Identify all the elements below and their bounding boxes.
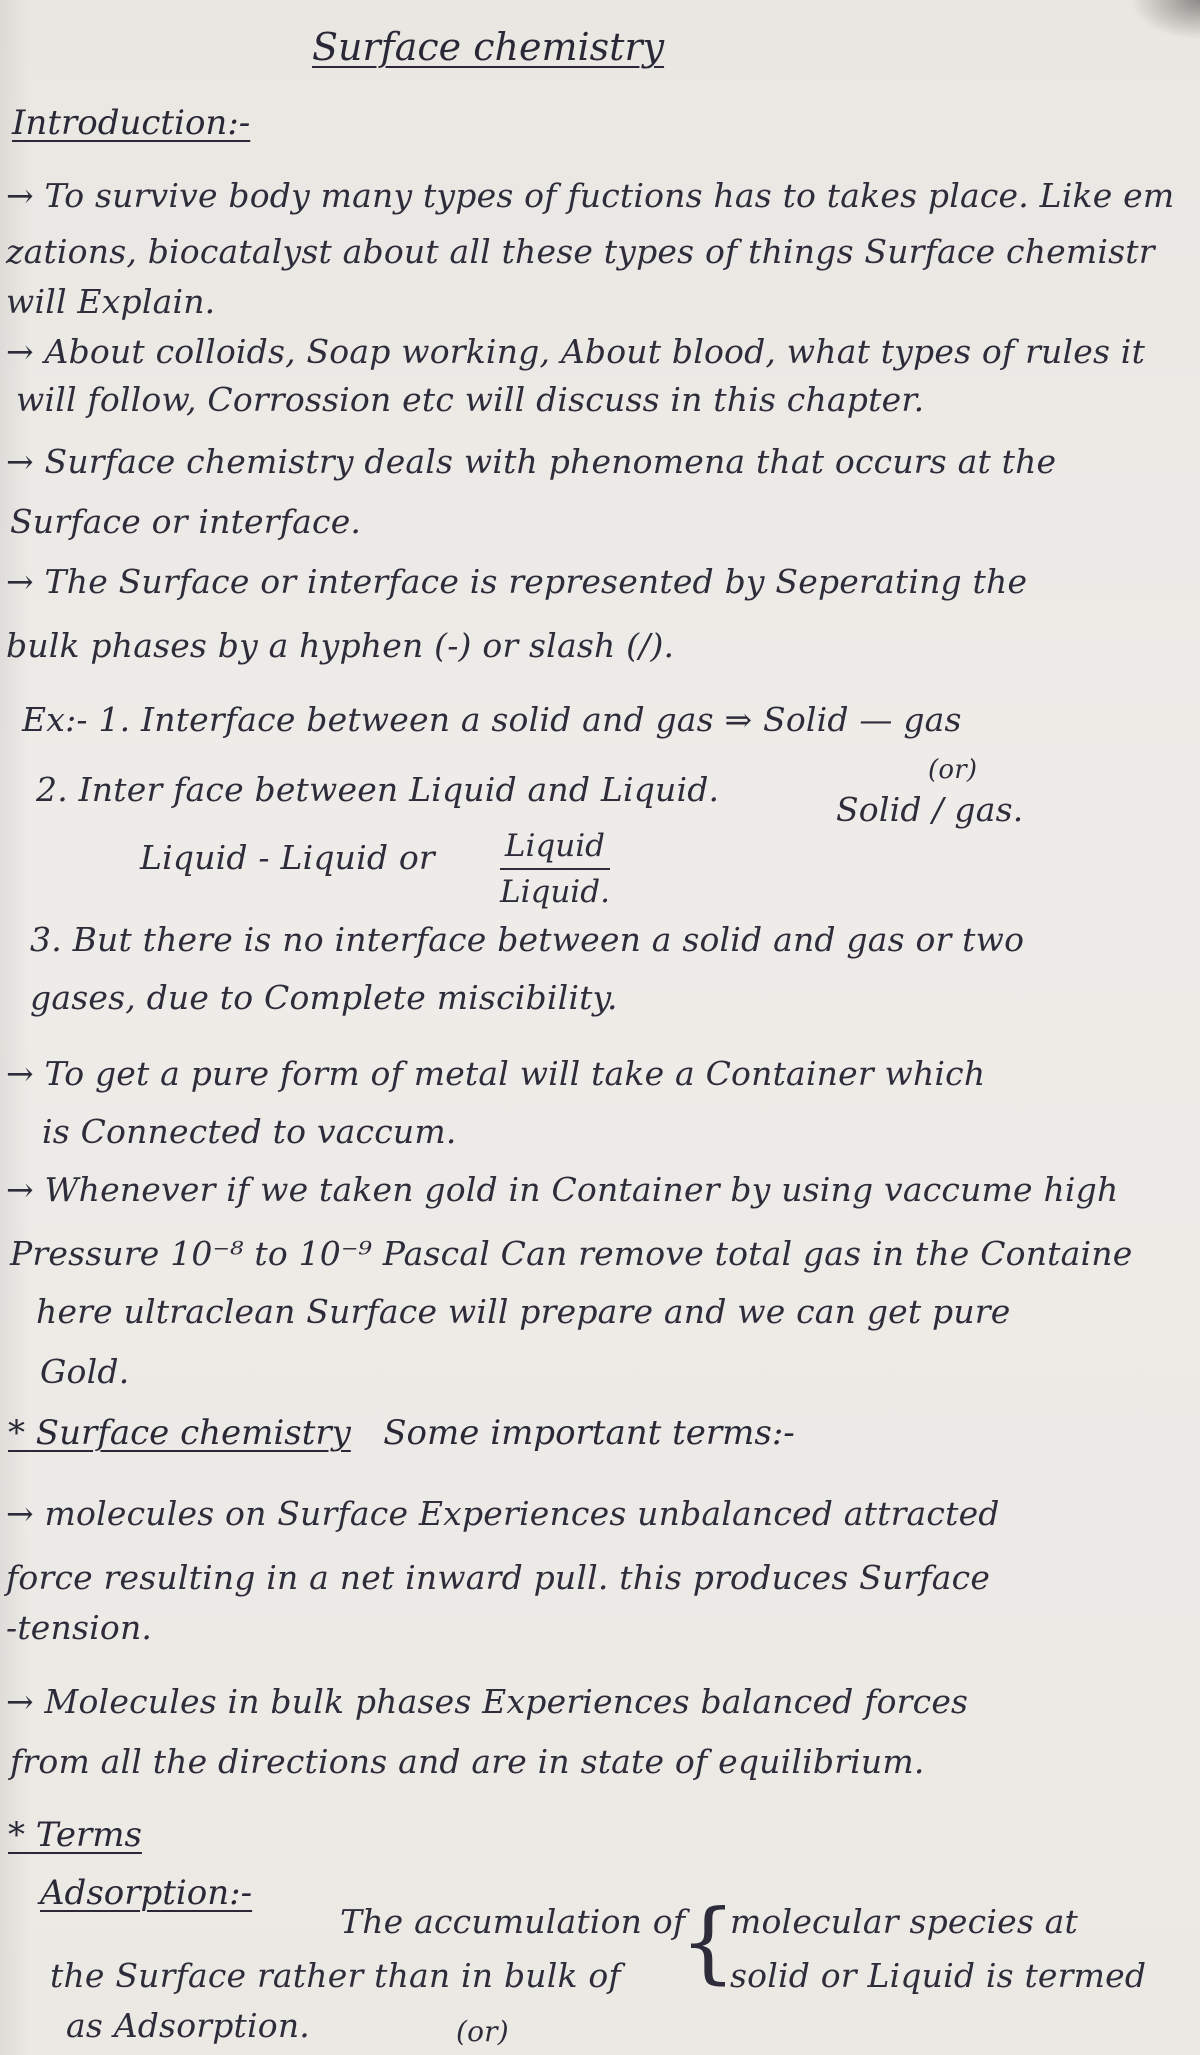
adsorption-line-3a: as Adsorption.: [66, 2006, 310, 2045]
title-text: Surface chemistry: [312, 25, 665, 69]
terms2-heading: * Terms: [8, 1815, 142, 1855]
note-line-17: → Whenever if we taken gold in Container by using vaccume high: [6, 1170, 1119, 1209]
example-line-2: 2. Inter face between Liquid and Liquid.: [36, 770, 720, 809]
fraction-denominator: Liquid.: [500, 874, 610, 910]
corner-smudge: [1130, 0, 1200, 40]
note-line-16: is Connected to vaccum.: [42, 1112, 457, 1151]
curly-brace: {: [680, 1890, 736, 1993]
note-line-15: → To get a pure form of metal will take a Container which: [6, 1054, 986, 1093]
fraction-numerator: Liquid: [500, 826, 610, 870]
example-line-3: 3. But there is no interface between a solid and gas or two: [30, 920, 1025, 959]
note-line-9: bulk phases by a hyphen (-) or slash (/).: [6, 626, 675, 665]
adsorption-line-1b: molecular species at: [730, 1902, 1078, 1941]
terms-heading-part-b: Some important terms:-: [383, 1413, 795, 1453]
note-line-21: → molecules on Surface Experiences unbalanced attracted: [6, 1494, 1000, 1533]
note-line-6: → Surface chemistry deals with phenomena that occurs at the: [6, 442, 1057, 481]
note-line-18: Pressure 10⁻⁸ to 10⁻⁹ Pascal Can remove total gas in the Containe: [10, 1234, 1133, 1273]
solid-gas-slash: Solid / gas.: [836, 790, 1024, 829]
note-line-4: → About colloids, Soap working, About blood, what types of rules it: [6, 332, 1146, 371]
note-line-5: will follow, Corrossion etc will discuss in this chapter.: [16, 380, 925, 419]
example-or-1: (or): [928, 755, 978, 785]
note-line-2: zations, biocatalyst about all these types of things Surface chemistr: [6, 232, 1155, 271]
adsorption-line-1a: The accumulation of: [340, 1902, 686, 1941]
note-line-23: -tension.: [6, 1608, 153, 1647]
example-line-1: Ex:- 1. Interface between a solid and gas ⇒ Solid — gas: [22, 700, 962, 739]
note-line-19: here ultraclean Surface will prepare and we can get pure: [36, 1292, 1011, 1331]
note-line-8: → The Surface or interface is represented by Seperating the: [6, 562, 1028, 601]
adsorption-line-2a: the Surface rather than in bulk of: [50, 1956, 621, 1995]
page-title: [312, 22, 664, 72]
note-line-20: Gold.: [40, 1352, 130, 1391]
intro-heading: Introduction:-: [12, 103, 251, 143]
note-line-25: from all the directions and are in state of equilibrium.: [10, 1742, 925, 1781]
adsorption-line-2b: solid or Liquid is termed: [730, 1956, 1147, 1995]
terms-heading: [8, 1410, 795, 1456]
adsorption-or: (or): [456, 2015, 509, 2048]
note-line-3: will Explain.: [6, 282, 216, 321]
liquid-fraction: [500, 826, 610, 912]
adsorption-label: Adsorption:-: [40, 1873, 253, 1913]
example-line-3b: gases, due to Complete miscibility.: [30, 978, 618, 1017]
note-line-24: → Molecules in bulk phases Experiences balanced forces: [6, 1682, 969, 1721]
note-line-7: Surface or interface.: [10, 502, 362, 541]
note-line-22: force resulting in a net inward pull. this produces Surface: [6, 1558, 991, 1597]
terms-heading-part-a: * Surface chemistry: [8, 1413, 351, 1453]
note-line-1: → To survive body many types of fuctions has to takes place. Like em: [6, 176, 1175, 215]
liquid-liquid-line: Liquid - Liquid or: [140, 838, 435, 877]
